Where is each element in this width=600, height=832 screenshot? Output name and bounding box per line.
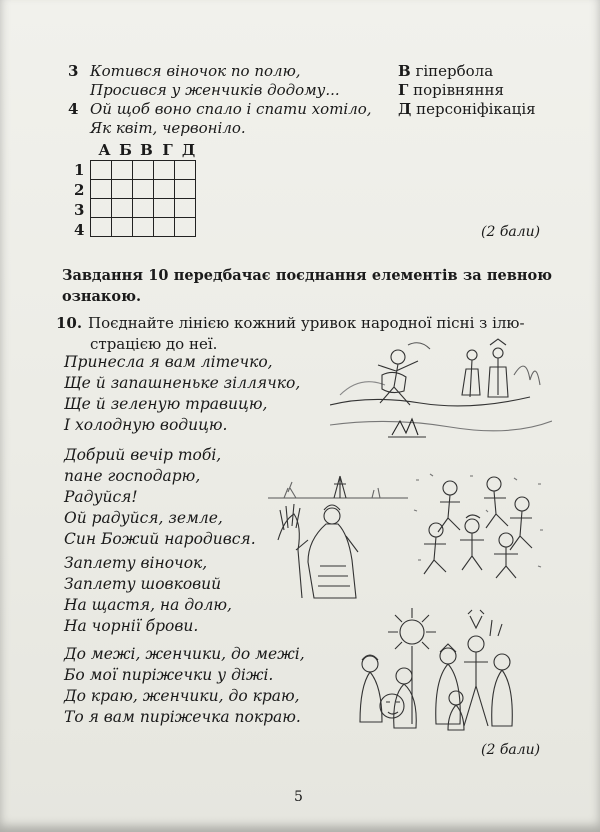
verse-1-line: Ще й зеленую травицю, [64, 395, 268, 413]
option-v [398, 62, 536, 81]
verse-4-line: То я вам пиріжечка покраю. [64, 708, 301, 726]
verse-4-line: До краю, женчики, до краю, [64, 687, 300, 705]
grid-cell[interactable] [112, 218, 133, 237]
grid-col-b: Б [119, 141, 132, 159]
verse-1-line: Принесла я вам літечко, [64, 353, 273, 371]
item-3-text [90, 62, 340, 100]
verse-3-line: Заплету віночок, [64, 554, 208, 572]
grid-cell[interactable] [112, 180, 133, 199]
grid-cell[interactable] [133, 218, 154, 237]
grid-cell[interactable] [154, 161, 175, 180]
item-number-4: 4 [68, 100, 79, 118]
grid-cell[interactable] [154, 218, 175, 237]
verse-3-line: На чорнії брови. [64, 617, 199, 635]
verse-1-line: І холодную водицю. [64, 416, 228, 434]
verse-2-line: Син Божий народився. [64, 530, 256, 548]
option-d-letter: Д [398, 100, 412, 118]
harvest-sheaf-illustration[interactable] [268, 470, 408, 602]
grid-cell[interactable] [175, 161, 196, 180]
question-line-2: страцією до неї. [90, 335, 218, 353]
grid-col-d: Д [181, 141, 196, 159]
item-4-line-2: Як квіт, червоніло. [90, 119, 246, 137]
grid-cell[interactable] [133, 161, 154, 180]
option-d-text: персоніфікація [416, 100, 536, 118]
verse-3 [64, 553, 232, 637]
option-g [398, 81, 536, 100]
grid-cell[interactable] [112, 161, 133, 180]
item-4-text [90, 100, 372, 138]
option-d [398, 100, 536, 119]
grid-col-g: Г [162, 141, 173, 159]
option-v-letter: В [398, 62, 411, 80]
children-round-dance-illustration[interactable] [410, 470, 550, 580]
grid-cell[interactable] [175, 180, 196, 199]
verse-2-line: Добрий вечір тобі, [64, 446, 222, 464]
item-3-line-2: Просився у женчиків додому... [90, 81, 340, 99]
item-3-line-1: Котився віночок по полю, [90, 62, 301, 80]
option-g-letter: Г [398, 81, 409, 99]
grid-cell[interactable] [91, 161, 112, 180]
task-10-instruction: Завдання 10 передбачає поєднання елементів за певною ознакою. [62, 267, 552, 305]
verse-2-line: Ой радуйся, земле, [64, 509, 223, 527]
verse-4-line: Бо мої пиріжечки у діжі. [64, 666, 274, 684]
verse-3-line: На щастя, на долю, [64, 596, 232, 614]
verse-1 [64, 352, 300, 436]
page-number: 5 [294, 789, 303, 805]
grid-cell[interactable] [154, 180, 175, 199]
grid-cell[interactable] [154, 199, 175, 218]
option-v-text: гіпербола [415, 62, 494, 80]
grid-cell[interactable] [91, 180, 112, 199]
item-number-3: 3 [68, 62, 79, 80]
grid-column-headers [94, 141, 204, 159]
answer-grid [90, 160, 196, 237]
grid-cell[interactable] [112, 199, 133, 218]
grid-row-2: 2 [74, 181, 85, 199]
answer-options [398, 62, 536, 119]
verse-4-line: До межі, женчики, до межі, [64, 645, 305, 663]
question-number: 10. [56, 314, 83, 332]
verse-2-line: Радуйся! [64, 488, 138, 506]
verse-3-line: Заплету шовковий [64, 575, 222, 593]
grid-row-4: 4 [74, 221, 85, 239]
grid-row-headers [74, 160, 84, 240]
verse-2 [64, 445, 256, 550]
points-label-2: (2 бали) [481, 742, 541, 758]
grid-col-a: А [98, 141, 111, 159]
grid-row-1: 1 [74, 161, 85, 179]
option-g-text: порівняння [413, 81, 504, 99]
points-label-1: (2 бали) [481, 224, 541, 240]
grid-row-3: 3 [74, 201, 85, 219]
verse-2-line: пане господарю, [64, 467, 201, 485]
grid-cell[interactable] [91, 218, 112, 237]
verse-4 [64, 644, 305, 728]
carolers-with-star-illustration[interactable] [352, 606, 532, 736]
grid-col-v: В [140, 141, 153, 159]
grid-cell[interactable] [175, 199, 196, 218]
grid-cell[interactable] [133, 180, 154, 199]
item-4-line-1: Ой щоб воно спало і спати хотіло, [90, 100, 372, 118]
question-line-1: Поєднайте лінією кожний уривок народної пісні з ілю- [88, 314, 525, 332]
grid-cell[interactable] [91, 199, 112, 218]
kupala-night-illustration[interactable] [330, 335, 552, 443]
verse-1-line: Ще й запашненьке зіллячко, [64, 374, 301, 392]
grid-cell[interactable] [133, 199, 154, 218]
grid-cell[interactable] [175, 218, 196, 237]
